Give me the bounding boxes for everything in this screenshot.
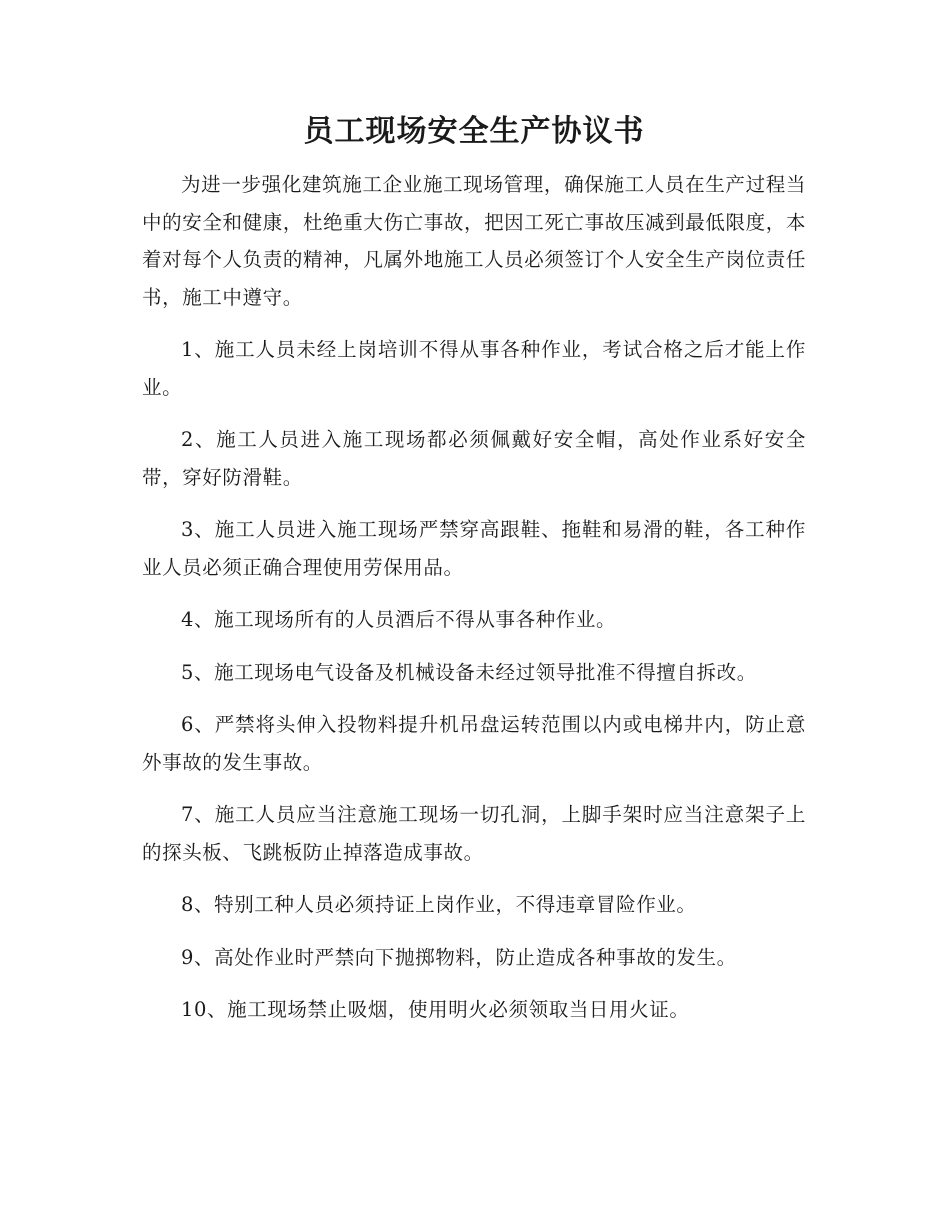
clause-7: 7、施工人员应当注意施工现场一切孔洞，上脚手架时应当注意架子上的探头板、飞跳板防止掉落造成事故。: [142, 803, 806, 864]
clause-5: 5、施工现场电气设备及机械设备未经过领导批准不得擅自拆改。: [181, 660, 757, 684]
clause-3: 3、施工人员进入施工现场严禁穿高跟鞋、拖鞋和易滑的鞋，各工种作业人员必须正确合理使用劳保用品。: [142, 518, 806, 579]
document-title: 员工现场安全生产协议书: [303, 114, 645, 149]
clause-4: 4、施工现场所有的人员酒后不得从事各种作业。: [181, 608, 617, 631]
clause-6: 6、严禁将头伸入投物料提升机吊盘运转范围以内或电梯井内，防止意外事故的发生事故。: [142, 713, 806, 774]
clause-8: 8、特别工种人员必须持证上岗作业，不得违章冒险作业。: [181, 893, 697, 916]
clause-10: 10、施工现场禁止吸烟，使用明火必须领取当日用火证。: [181, 998, 690, 1021]
intro-paragraph: 为进一步强化建筑施工企业施工现场管理，确保施工人员在生产过程当中的安全和健康，杜绝重大伤亡事故，把因工死亡事故压减到最低限度，本着对每个人负责的精神，凡属外地施工人员必须签订个人安全生产岗位责任书，施工中遵守。: [142, 173, 806, 309]
clause-1: 1、施工人员未经上岗培训不得从事各种作业，考试合格之后才能上作业。: [142, 338, 806, 399]
clause-2: 2、施工人员进入施工现场都必须佩戴好安全帽，高处作业系好安全带，穿好防滑鞋。: [142, 428, 806, 489]
clause-9: 9、高处作业时严禁向下抛掷物料，防止造成各种事故的发生。: [181, 945, 737, 969]
document-page: [142, 112, 806, 1044]
